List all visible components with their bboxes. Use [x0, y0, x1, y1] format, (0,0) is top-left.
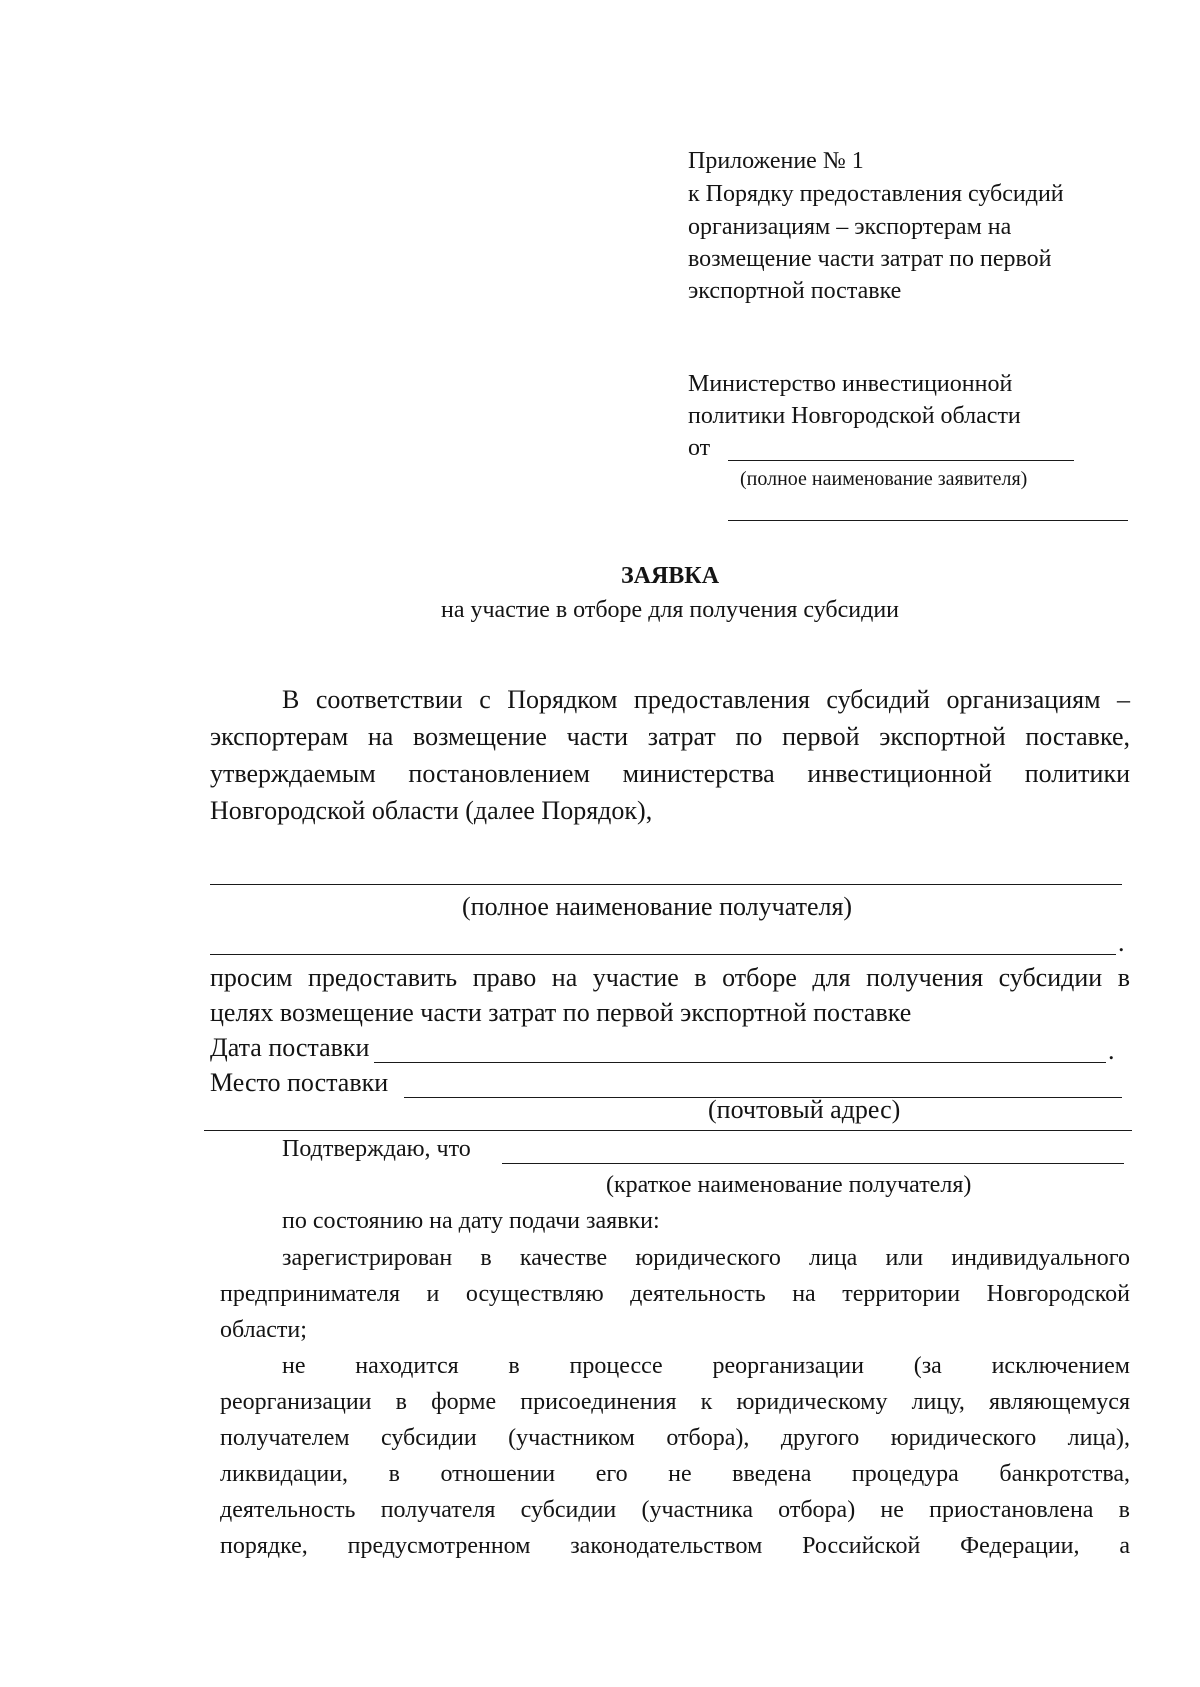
intro-line: экспортерам на возмещение части затрат по первой экспортной поставке, — [210, 722, 1130, 751]
clause-line: не находится в процессе реорганизации (за исключением — [282, 1353, 1130, 1379]
recipient-name-field-2[interactable] — [210, 954, 1116, 955]
applicant-name-caption: (полное наименование заявителя) — [740, 468, 1028, 490]
delivery-date-field[interactable] — [374, 1062, 1106, 1063]
clause-line: порядке, предусмотренном законодательством Российской Федерации, а — [220, 1533, 1130, 1559]
recipient-short-name-field[interactable] — [502, 1163, 1124, 1164]
clause-line: реорганизации в форме присоединения к юридическому лицу, являющемуся — [220, 1389, 1130, 1415]
recipient-name-field[interactable] — [210, 884, 1122, 885]
recipient-name-caption: (полное наименование получателя) — [462, 892, 853, 921]
recipient-short-name-caption: (краткое наименование получателя) — [606, 1172, 972, 1198]
recipient-end-mark: . — [1118, 928, 1125, 957]
delivery-place-label: Место поставки — [210, 1068, 389, 1097]
annex-line: экспортной поставке — [688, 278, 902, 304]
page-title: ЗАЯВКА — [620, 563, 720, 589]
annex-number: Приложение № 1 — [688, 148, 864, 174]
from-label: от — [688, 435, 711, 461]
delivery-date-label: Дата поставки — [210, 1033, 370, 1062]
clause-line: получателем субсидии (участником отбора), другого юридического лица), — [220, 1425, 1130, 1451]
request-line: целях возмещение части затрат по первой экспортной поставке — [210, 998, 912, 1027]
request-line: просим предоставить право на участие в отборе для получения субсидии в — [210, 963, 1130, 992]
clause-line: зарегистрирован в качестве юридического лица или индивидуального — [282, 1245, 1130, 1271]
page-subtitle: на участие в отборе для получения субсидии — [440, 597, 900, 623]
annex-line: к Порядку предоставления субсидий — [688, 181, 1064, 207]
confirm-label: Подтверждаю, что — [282, 1136, 471, 1162]
clause-line: ликвидации, в отношении его не введена процедура банкротства, — [220, 1461, 1130, 1487]
applicant-name-field-2[interactable] — [728, 520, 1128, 521]
clause-line: области; — [220, 1317, 307, 1343]
clause-line: деятельность получателя субсидии (участника отбора) не приостановлена в — [220, 1497, 1130, 1523]
intro-line: утверждаемым постановлением министерства инвестиционной политики — [210, 759, 1130, 788]
addressee-line: политики Новгородской области — [688, 403, 1021, 429]
addressee-line: Министерство инвестиционной — [688, 371, 1013, 397]
annex-line: организациям – экспортерам на — [688, 214, 1012, 240]
delivery-place-field-2[interactable] — [204, 1130, 1132, 1131]
delivery-date-end-mark: . — [1108, 1036, 1115, 1065]
clause-line: предпринимателя и осуществляю деятельность на территории Новгородской — [220, 1281, 1130, 1307]
applicant-name-field[interactable] — [728, 460, 1074, 461]
postal-address-caption: (почтовый адрес) — [708, 1095, 901, 1124]
as-of-date-text: по состоянию на дату подачи заявки: — [282, 1208, 660, 1234]
annex-line: возмещение части затрат по первой — [688, 246, 1052, 272]
intro-line: В соответствии с Порядком предоставления субсидий организациям – — [282, 685, 1130, 714]
intro-line: Новгородской области (далее Порядок), — [210, 796, 653, 825]
